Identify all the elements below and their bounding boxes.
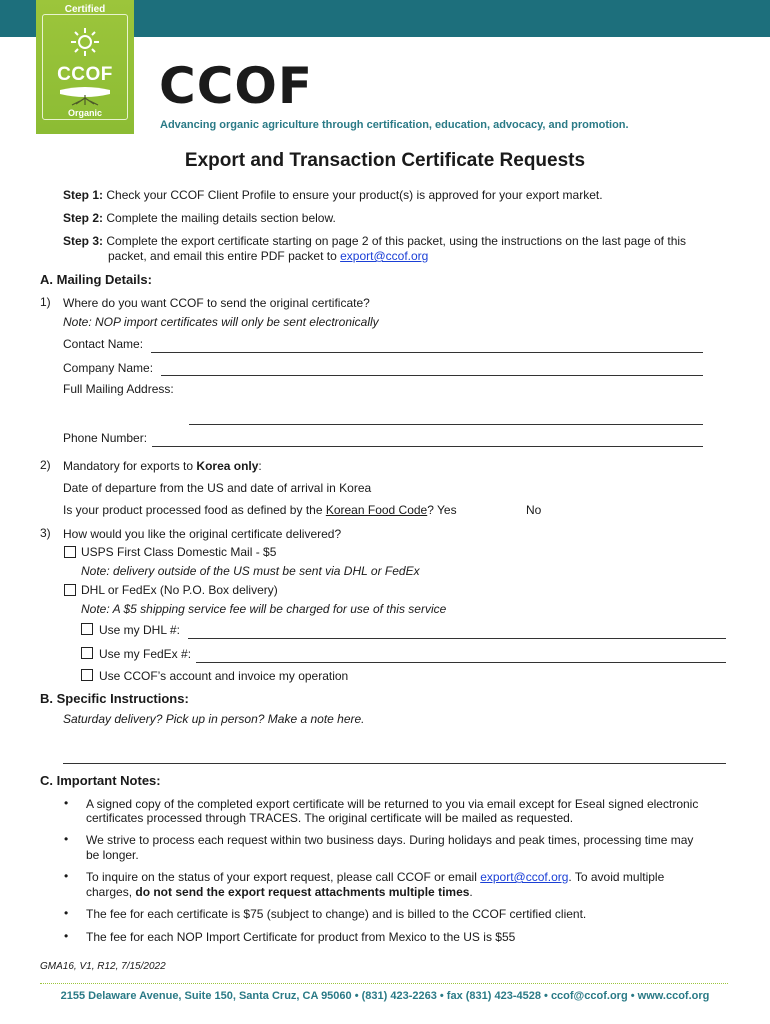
dhl-account-checkbox[interactable] xyxy=(81,623,93,635)
bullet-icon: • xyxy=(64,832,69,846)
page-title: Export and Transaction Certificate Requests xyxy=(184,150,586,171)
note-2-line2: be longer. xyxy=(86,848,139,862)
fedex-account-label: Use my FedEx #: xyxy=(99,647,192,661)
phone-number-field[interactable] xyxy=(152,446,703,447)
note-3-post: . To avoid multiple xyxy=(568,870,665,884)
usps-checkbox[interactable] xyxy=(64,546,76,558)
ccof-logo: CCOF xyxy=(159,57,314,115)
bullet-icon: • xyxy=(64,796,69,810)
section-b-heading: B. Specific Instructions: xyxy=(40,691,189,706)
ccof-account-label: Use CCOF’s account and invoice my operation xyxy=(99,669,349,683)
note-3-line2 xyxy=(86,885,473,899)
q3-text: How would you like the original certificate delivered? xyxy=(63,527,342,541)
contact-name-field[interactable] xyxy=(151,352,703,353)
q2-text-pre: Mandatory for exports to xyxy=(63,459,197,473)
note-4: The fee for each certificate is $75 (subject to change) and is billed to the CCOF certified client. xyxy=(86,907,587,921)
bullet-icon: • xyxy=(64,869,69,883)
tagline: Advancing organic agriculture through certification, education, advocacy, and promotion. xyxy=(160,119,629,131)
dhl-fedex-note: Note: A $5 shipping service fee will be charged for use of this service xyxy=(81,602,447,616)
step-1 xyxy=(63,188,603,202)
sun-icon xyxy=(69,26,101,58)
q1-text: Where do you want CCOF to send the original certificate? xyxy=(63,296,370,310)
note-5: The fee for each NOP Import Certificate for product from Mexico to the US is $55 xyxy=(86,930,516,944)
company-name-field[interactable] xyxy=(161,375,703,376)
fedex-account-checkbox[interactable] xyxy=(81,647,93,659)
step-2-label: Step 2: xyxy=(63,211,104,225)
certified-organic-badge xyxy=(36,0,134,134)
q2-no-option[interactable]: No xyxy=(526,503,542,517)
footer-contact: 2155 Delaware Avenue, Suite 150, Santa Cruz, CA 95060 • (831) 423-2263 • fax (831) 423-4528 • ccof@ccof.org • www.ccof.org xyxy=(60,990,710,1002)
bullet-icon: • xyxy=(64,906,69,920)
badge-ccof-text: CCOF xyxy=(57,64,113,85)
step-1-label: Step 1: xyxy=(63,188,104,202)
q3-number: 3) xyxy=(40,526,51,540)
specific-instructions-field[interactable] xyxy=(63,763,726,764)
note-3-line2-post: . xyxy=(469,885,473,899)
mailing-address-field[interactable] xyxy=(189,424,703,425)
bullet-icon: • xyxy=(64,929,69,943)
company-name-label: Company Name: xyxy=(63,361,154,375)
contact-name-label: Contact Name: xyxy=(63,337,144,351)
note-3-line2-pre: charges, xyxy=(86,885,136,899)
dhl-fedex-checkbox[interactable] xyxy=(64,584,76,596)
usps-option-label: USPS First Class Domestic Mail - $5 xyxy=(81,545,277,559)
step-3-label: Step 3: xyxy=(63,234,104,248)
step-3-line2 xyxy=(108,249,428,263)
q2-dates-label: Date of departure from the US and date of arrival in Korea xyxy=(63,481,372,495)
step-2 xyxy=(63,211,336,225)
phone-number-label: Phone Number: xyxy=(63,431,148,445)
badge-bottom-text: Organic xyxy=(67,108,102,118)
korean-food-code-link[interactable]: Korean Food Code xyxy=(325,503,428,517)
badge-top-text: Certified xyxy=(64,4,106,15)
dhl-fedex-option-label: DHL or FedEx (No P.O. Box delivery) xyxy=(81,583,278,597)
export-email-link[interactable]: export@ccof.org xyxy=(340,249,429,263)
step-3-text-line2: packet, and email this entire PDF packet to xyxy=(108,249,341,263)
q2-yes-option[interactable]: ? Yes xyxy=(427,503,457,517)
note-2-line1: We strive to process each request within two business days. During holidays and peak times, processing time may xyxy=(86,833,694,847)
note-1-line1: A signed copy of the completed export certificate will be returned to you via email except for Eseal signed electronic xyxy=(86,797,699,811)
step-2-text: Complete the mailing details section below. xyxy=(106,211,336,225)
step-3-text-line1: Complete the export certificate starting on page 2 of this packet, using the instructions on the last page of this xyxy=(106,234,687,248)
q2-processed-pre: Is your product processed food as defined by the xyxy=(63,503,326,517)
ccof-account-checkbox[interactable] xyxy=(81,669,93,681)
q2-number: 2) xyxy=(40,458,51,472)
instructions-hint: Saturday delivery? Pick up in person? Make a note here. xyxy=(63,712,365,726)
note-3-pre: To inquire on the status of your export request, please call CCOF or email xyxy=(86,870,481,884)
step-3 xyxy=(63,234,686,248)
section-a-heading: A. Mailing Details: xyxy=(40,272,152,287)
q2-text-post: : xyxy=(258,459,262,473)
note-3-email-link[interactable]: export@ccof.org xyxy=(480,870,569,884)
usps-note: Note: delivery outside of the US must be sent via DHL or FedEx xyxy=(81,564,420,578)
form-code: GMA16, V1, R12, 7/15/2022 xyxy=(40,961,166,972)
dhl-account-field[interactable] xyxy=(188,638,726,639)
note-3-warning: do not send the export request attachments multiple times xyxy=(135,885,470,899)
fedex-account-field[interactable] xyxy=(196,662,726,663)
roots-icon xyxy=(58,86,112,106)
q2-korea-only: Korea only xyxy=(196,459,259,473)
q2-processed-question xyxy=(63,503,457,517)
section-c-heading: C. Important Notes: xyxy=(40,773,161,788)
step-1-text: Check your CCOF Client Profile to ensure your product(s) is approved for your export market. xyxy=(106,188,603,202)
note-1-line2: certificates processed through TRACES. The original certificate will be mailed as requested. xyxy=(86,811,574,825)
footer-divider xyxy=(40,983,728,984)
q1-number: 1) xyxy=(40,295,51,309)
dhl-account-label: Use my DHL #: xyxy=(99,623,180,637)
q1-note: Note: NOP import certificates will only be sent electronically xyxy=(63,315,379,329)
note-3-line1 xyxy=(86,870,664,884)
q2-text xyxy=(63,459,262,473)
mailing-address-label: Full Mailing Address: xyxy=(63,382,174,396)
